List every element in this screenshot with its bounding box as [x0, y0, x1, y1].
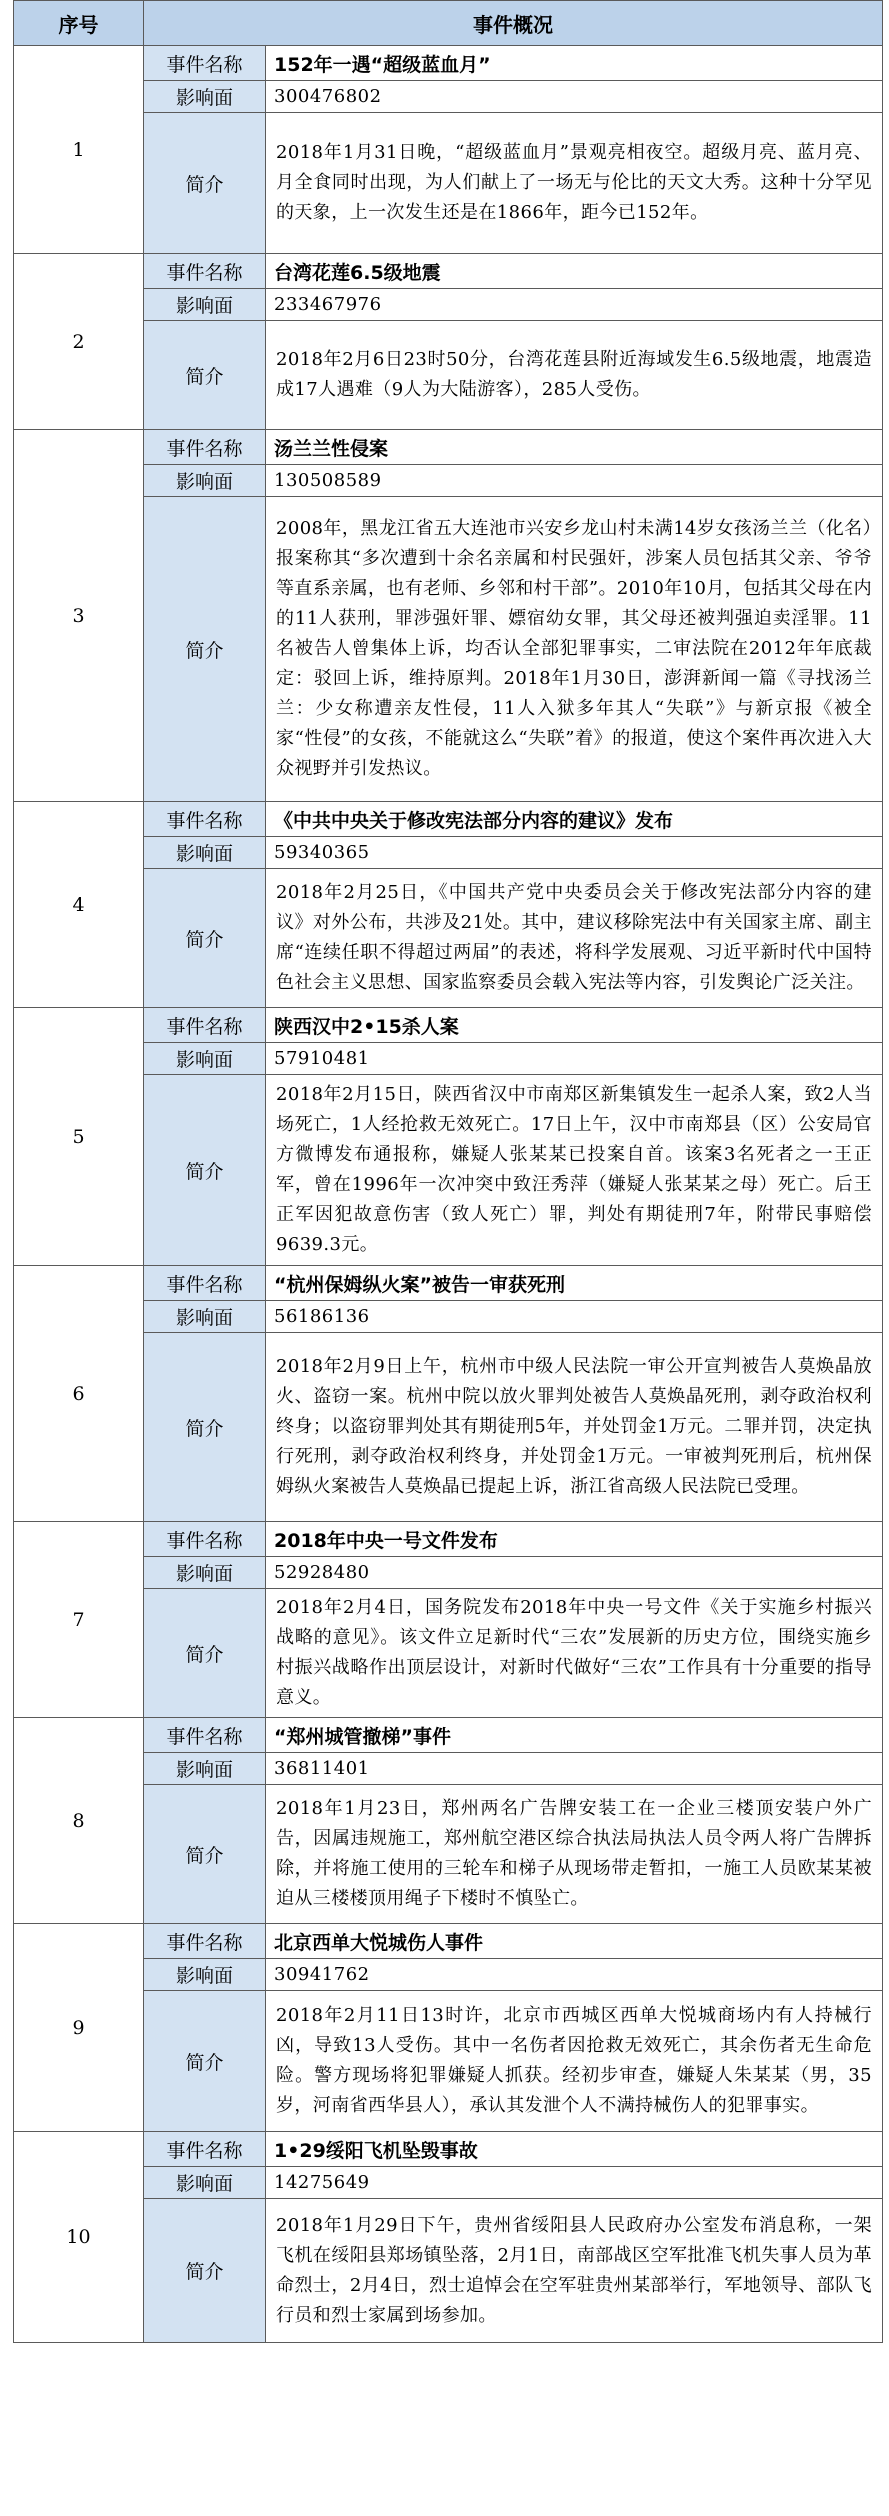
event-name-row	[14, 46, 883, 81]
event-impact-row	[14, 1557, 883, 1589]
event-desc-row	[14, 2199, 883, 2343]
event-desc-label: 简介	[144, 1991, 266, 2132]
event-desc: 2018年1月23日，郑州两名广告牌安装工在一企业三楼顶安装户外广告，因属违规施工，郑州航空港区综合执法局执法人员令两人将广告牌拆除，并将施工使用的三轮车和梯子从现场带走暂扣，一施工人员欧某某被迫从三楼楼顶用绳子下楼时不慎坠亡。	[266, 1785, 883, 1924]
event-impact-row	[14, 2167, 883, 2199]
event-desc: 2018年2月6日23时50分，台湾花莲县附近海域发生6.5级地震，地震造成17人遇难（9人为大陆游客），285人受伤。	[266, 321, 883, 430]
event-impact-label: 影响面	[144, 1301, 266, 1333]
event-desc: 2018年2月4日，国务院发布2018年中央一号文件《关于实施乡村振兴战略的意见》。该文件立足新时代“三农”发展新的历史方位，围绕实施乡村振兴战略作出顶层设计，对新时代做好“三农”工作具有十分重要的指导意义。	[266, 1589, 883, 1718]
event-impact-label: 影响面	[144, 289, 266, 321]
event-desc: 2018年2月9日上午，杭州市中级人民法院一审公开宣判被告人莫焕晶放火、盗窃一案。杭州中院以放火罪判处被告人莫焕晶死刑，剥夺政治权利终身；以盗窃罪判处其有期徒刑5年，并处罚金1万元。二罪并罚，决定执行死刑，剥夺政治权利终身，并处罚金1万元。一审被判死刑后，杭州保姆纵火案被告人莫焕晶已提起上诉，浙江省高级人民法院已受理。	[266, 1333, 883, 1522]
event-name-label: 事件名称	[144, 430, 266, 465]
event-index: 4	[14, 802, 144, 1008]
event-impact-label: 影响面	[144, 1753, 266, 1785]
event-name-row	[14, 1718, 883, 1753]
event-index: 8	[14, 1718, 144, 1924]
event-name-row	[14, 1522, 883, 1557]
event-index: 9	[14, 1924, 144, 2132]
event-impact: 36811401	[266, 1753, 883, 1785]
event-impact-label: 影响面	[144, 1043, 266, 1075]
event-desc-row	[14, 1991, 883, 2132]
event-desc-row	[14, 497, 883, 802]
event-name: 汤兰兰性侵案	[266, 430, 883, 465]
event-impact: 59340365	[266, 837, 883, 869]
event-desc-row	[14, 1785, 883, 1924]
event-desc-row	[14, 321, 883, 430]
event-impact-label: 影响面	[144, 465, 266, 497]
event-desc-label: 简介	[144, 1333, 266, 1522]
event-impact: 233467976	[266, 289, 883, 321]
event-impact: 300476802	[266, 81, 883, 113]
event-impact-row	[14, 1753, 883, 1785]
header-index: 序号	[14, 1, 144, 46]
event-name-label: 事件名称	[144, 802, 266, 837]
event-desc-label: 简介	[144, 869, 266, 1008]
event-impact-row	[14, 1043, 883, 1075]
event-desc-label: 简介	[144, 1589, 266, 1718]
event-name-row	[14, 1008, 883, 1043]
event-impact-row	[14, 837, 883, 869]
event-name-label: 事件名称	[144, 46, 266, 81]
event-desc-row	[14, 113, 883, 254]
event-impact-row	[14, 81, 883, 113]
event-desc: 2018年1月31日晚，“超级蓝血月”景观亮相夜空。超级月亮、蓝月亮、月全食同时出现，为人们献上了一场无与伦比的天文大秀。这种十分罕见的天象，上一次发生还是在1866年，距今已152年。	[266, 113, 883, 254]
event-impact-row	[14, 1301, 883, 1333]
events-table	[13, 0, 883, 2343]
event-name-label: 事件名称	[144, 1008, 266, 1043]
event-index: 10	[14, 2132, 144, 2343]
event-desc-label: 简介	[144, 1075, 266, 1266]
event-name: 1•29绥阳飞机坠毁事故	[266, 2132, 883, 2167]
event-name-label: 事件名称	[144, 2132, 266, 2167]
event-name: 北京西单大悦城伤人事件	[266, 1924, 883, 1959]
event-index: 5	[14, 1008, 144, 1266]
event-name: 《中共中央关于修改宪法部分内容的建议》发布	[266, 802, 883, 837]
event-index: 3	[14, 430, 144, 802]
event-desc-label: 简介	[144, 2199, 266, 2343]
event-index: 6	[14, 1266, 144, 1522]
event-index: 7	[14, 1522, 144, 1718]
event-name-label: 事件名称	[144, 254, 266, 289]
event-index: 2	[14, 254, 144, 430]
event-name-row	[14, 430, 883, 465]
event-desc-row	[14, 1589, 883, 1718]
event-name-row	[14, 1924, 883, 1959]
event-name: 2018年中央一号文件发布	[266, 1522, 883, 1557]
event-name-row	[14, 1266, 883, 1301]
event-desc-label: 简介	[144, 113, 266, 254]
event-name-row	[14, 254, 883, 289]
event-impact-label: 影响面	[144, 837, 266, 869]
event-name-label: 事件名称	[144, 1718, 266, 1753]
event-impact: 14275649	[266, 2167, 883, 2199]
event-desc-row	[14, 1075, 883, 1266]
event-impact-label: 影响面	[144, 81, 266, 113]
event-name-label: 事件名称	[144, 1924, 266, 1959]
event-name: 152年一遇“超级蓝血月”	[266, 46, 883, 81]
event-desc-label: 简介	[144, 497, 266, 802]
event-name: 陕西汉中2•15杀人案	[266, 1008, 883, 1043]
header-overview: 事件概况	[144, 1, 883, 46]
event-name-label: 事件名称	[144, 1522, 266, 1557]
event-impact-row	[14, 289, 883, 321]
event-impact: 56186136	[266, 1301, 883, 1333]
event-impact-row	[14, 465, 883, 497]
event-impact-label: 影响面	[144, 1959, 266, 1991]
event-desc-row	[14, 869, 883, 1008]
event-name: “杭州保姆纵火案”被告一审获死刑	[266, 1266, 883, 1301]
event-impact: 57910481	[266, 1043, 883, 1075]
event-impact: 52928480	[266, 1557, 883, 1589]
event-desc-label: 简介	[144, 1785, 266, 1924]
event-desc: 2018年2月15日，陕西省汉中市南郑区新集镇发生一起杀人案，致2人当场死亡，1人经抢救无效死亡。17日上午，汉中市南郑县（区）公安局官方微博发布通报称，嫌疑人张某某已投案自首。该案3名死者之一王正军，曾在1996年一次冲突中致汪秀萍（嫌疑人张某某之母）死亡。后王正军因犯故意伤害（致人死亡）罪，判处有期徒刑7年，附带民事赔偿9639.3元。	[266, 1075, 883, 1266]
event-impact: 130508589	[266, 465, 883, 497]
event-impact-row	[14, 1959, 883, 1991]
event-name-row	[14, 802, 883, 837]
event-name: 台湾花莲6.5级地震	[266, 254, 883, 289]
event-desc: 2018年2月11日13时许，北京市西城区西单大悦城商场内有人持械行凶，导致13人受伤。其中一名伤者因抢救无效死亡，其余伤者无生命危险。警方现场将犯罪嫌疑人抓获。经初步审查，嫌疑人朱某某（男，35岁，河南省西华县人），承认其发泄个人不满持械伤人的犯罪事实。	[266, 1991, 883, 2132]
event-name: “郑州城管撤梯”事件	[266, 1718, 883, 1753]
event-desc-row	[14, 1333, 883, 1522]
event-impact-label: 影响面	[144, 1557, 266, 1589]
event-index: 1	[14, 46, 144, 254]
event-name-label: 事件名称	[144, 1266, 266, 1301]
event-impact-label: 影响面	[144, 2167, 266, 2199]
table-header-row	[14, 1, 883, 46]
event-desc: 2008年，黑龙江省五大连池市兴安乡龙山村未满14岁女孩汤兰兰（化名）报案称其“多次遭到十余名亲属和村民强奸，涉案人员包括其父亲、爷爷等直系亲属，也有老师、乡邻和村干部”。2010年10月，包括其父母在内的11人获刑，罪涉强奸罪、嫖宿幼女罪，其父母还被判强迫卖淫罪。11名被告人曾集体上诉，均否认全部犯罪事实，二审法院在2012年年底裁定：驳回上诉，维持原判。2018年1月30日，澎湃新闻一篇《寻找汤兰兰：少女称遭亲友性侵，11人入狱多年其人“失联”》与新京报《被全家“性侵”的女孩，不能就这么“失联”着》的报道，使这个案件再次进入大众视野并引发热议。	[266, 497, 883, 802]
table-body	[14, 46, 883, 2343]
event-desc-label: 简介	[144, 321, 266, 430]
event-name-row	[14, 2132, 883, 2167]
event-impact: 30941762	[266, 1959, 883, 1991]
event-desc: 2018年2月25日，《中国共产党中央委员会关于修改宪法部分内容的建议》对外公布，共涉及21处。其中，建议移除宪法中有关国家主席、副主席“连续任职不得超过两届”的表述，将科学发展观、习近平新时代中国特色社会主义思想、国家监察委员会载入宪法等内容，引发舆论广泛关注。	[266, 869, 883, 1008]
event-desc: 2018年1月29日下午，贵州省绥阳县人民政府办公室发布消息称，一架飞机在绥阳县郑场镇坠落，2月1日，南部战区空军批准飞机失事人员为革命烈士，2月4日，烈士追悼会在空军驻贵州某部举行，军地领导、部队飞行员和烈士家属到场参加。	[266, 2199, 883, 2343]
